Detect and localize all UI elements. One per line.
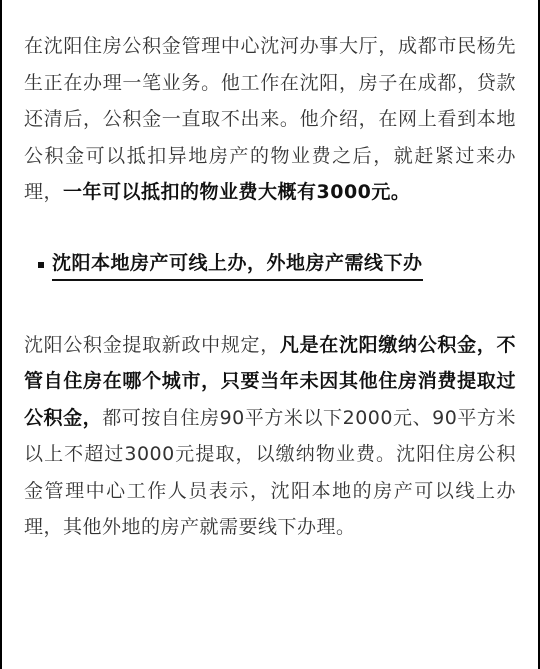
paragraph-1-text: 在沈阳住房公积金管理中心沈河办事大厅，成都市民杨先生正在办理一笔业务。他工作在沈阳，房子在成都，贷款还清后，公积金一直取不出来。他介绍，在网上看到本地公积金可以抵扣异地房产的物业费之后，就赶紧过来办理，: [24, 35, 516, 203]
paragraph-1: [24, 28, 516, 211]
paragraph-2-intro: 沈阳公积金提取新政中规定，: [24, 333, 280, 356]
paragraph-2-bold: 凡是在沈阳缴纳公积金，不管自住房在哪个城市，只要当年未因其他住房消费提取过公积金，: [24, 333, 516, 429]
article-page: [2, 0, 538, 669]
section-heading-text: 沈阳本地房产可线上办，外地房产需线下办: [52, 249, 423, 281]
square-bullet-icon: [38, 262, 44, 268]
paragraph-1-bold: 一年可以抵扣的物业费大概有3000元。: [63, 181, 411, 203]
paragraph-2: [24, 327, 516, 546]
section-heading: [24, 249, 516, 281]
paragraph-2-rest: 都可按自住房90平方米以下2000元、90平方米以上不超过3000元提取，以缴纳物业费。沈阳住房公积金管理中心工作人员表示，沈阳本地的房产可以线上办理，其他外地的房产就需要线下办理。: [24, 406, 516, 538]
